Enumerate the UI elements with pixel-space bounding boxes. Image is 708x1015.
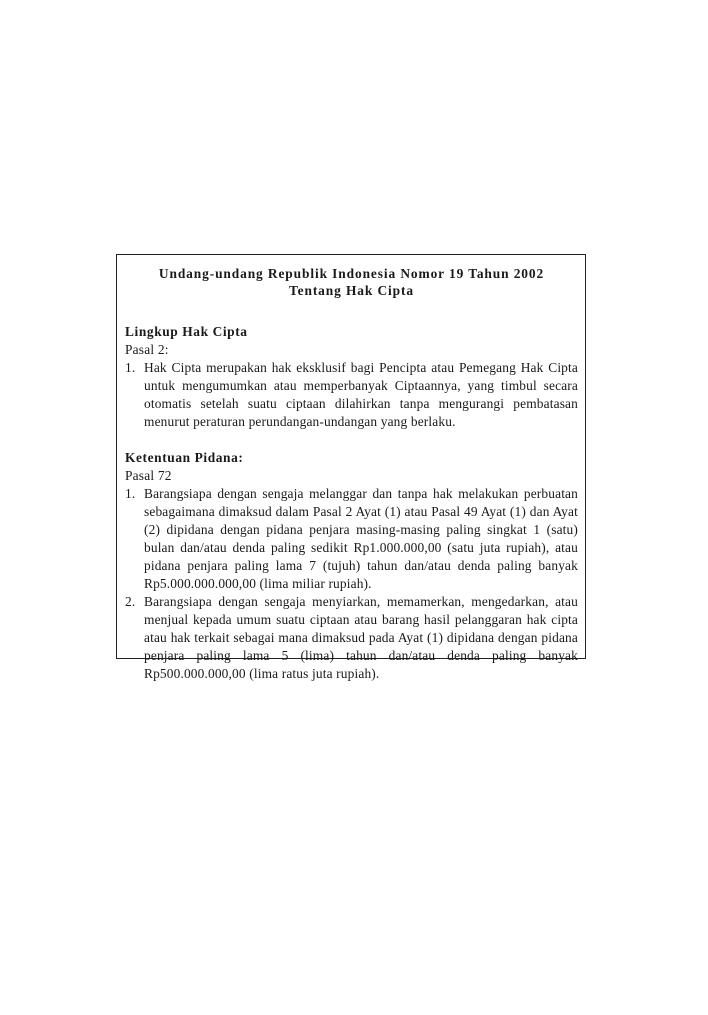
- clause-text: Hak Cipta merupakan hak eksklusif bagi Pencipta atau Pemegang Hak Cipta untuk mengumumkan atau memperbanyak Ciptaannya, yang timbul secara otomatis setelah suatu ciptaan dilahirkan tanpa mengurangi pembatasan menurut peraturan perundangan-undangan yang berlaku.: [144, 360, 578, 429]
- penalty-clause: [125, 593, 578, 683]
- scope-clause-list: [125, 359, 578, 431]
- scope-clause: [125, 359, 578, 431]
- penalty-clause: [125, 485, 578, 593]
- penalty-section: [125, 449, 578, 683]
- clause-text: Barangsiapa dengan sengaja melanggar dan tanpa hak melakukan perbuatan sebagaimana dimaksud dalam Pasal 2 Ayat (1) atau Pasal 49 Ayat (1) dan Ayat (2) dipidana dengan pidana penjara masing-masing paling singkat 1 (satu) bulan dan/atau denda paling sedikit Rp1.000.000,00 (satu juta rupiah), atau pidana penjara paling lama 7 (tujuh) tahun dan/atau denda paling banyak Rp5.000.000.000,00 (lima miliar rupiah).: [144, 486, 578, 591]
- penalty-pasal: Pasal 72: [125, 468, 172, 483]
- spacer: [125, 299, 578, 323]
- clause-number: 1.: [125, 360, 136, 375]
- scope-pasal: Pasal 2:: [125, 342, 169, 357]
- spacer: [125, 431, 578, 449]
- scope-heading: Lingkup Hak Cipta: [125, 324, 248, 339]
- penalty-clause-list: [125, 485, 578, 683]
- clause-number: 2.: [125, 594, 136, 609]
- scope-section: [125, 323, 578, 431]
- clause-number: 1.: [125, 486, 136, 501]
- law-title-line2: Tentang Hak Cipta: [289, 283, 414, 298]
- law-title-line1: Undang-undang Republik Indonesia Nomor 19 Tahun 2002: [158, 266, 545, 281]
- penalty-heading: Ketentuan Pidana:: [125, 450, 244, 465]
- copyright-notice-box: [116, 254, 586, 681]
- clause-text: Barangsiapa dengan sengaja menyiarkan, memamerkan, mengedarkan, atau menjual kepada umum suatu ciptaan atau barang hasil pelanggaran hak cipta atau hak terkait sebagai mana dimaksud pada Ayat (1) dipidana dengan pidana penjara paling lama 5 (lima) tahun dan/atau denda paling banyak Rp500.000.000,00 (lima ratus juta rupiah).: [144, 594, 578, 681]
